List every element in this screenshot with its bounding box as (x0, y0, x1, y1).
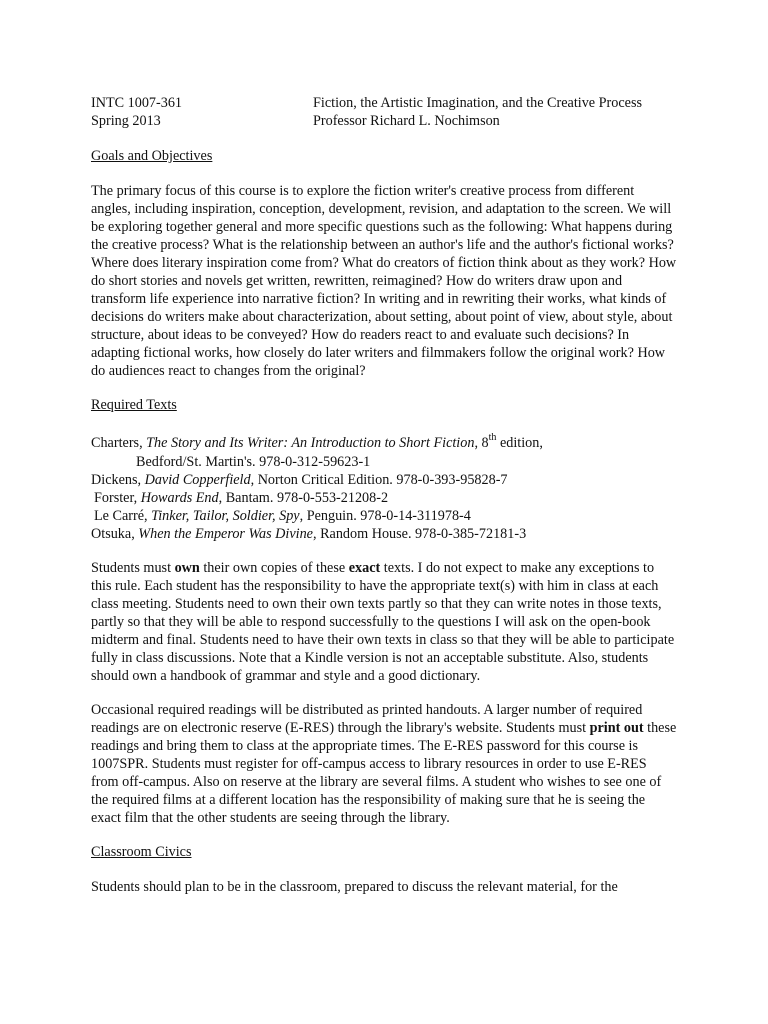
book-list (91, 434, 677, 543)
professor: Professor Richard L. Nochimson (313, 113, 500, 129)
book-item: Charters, The Story and Its Writer: An Introduction to Short Fiction, 8th edition, (91, 432, 543, 451)
civics-heading: Classroom Civics (91, 844, 192, 860)
civics-paragraph: Students should plan to be in the classroom, prepared to discuss the relevant material, for the (91, 879, 618, 895)
texts-heading: Required Texts (91, 397, 177, 413)
book-item: Le Carré, Tinker, Tailor, Soldier, Spy, Penguin. 978-0-14-311978-4 (94, 508, 471, 524)
book-item-continued: Bedford/St. Martin's. 978-0-312-59623-1 (136, 454, 371, 470)
goals-paragraph: The primary focus of this course is to explore the fiction writer's creative process from different angles, including inspiration, conception, development, revision, and adaptation to the screen. We will be exploring together general and more specific questions such as the following: What happens during the creative process? What is the relationship between an author's life and the author's fictional works? Where does literary inspiration come from? What do creators of fiction think about as they work? How do short stories and novels get written, rewritten, reimagined? How do writers draw upon and transform life experience into narrative fiction? In writing and in rewriting their works, what kinds of decisions do writers make about characterization, about setting, about point of view, about style, about structure, about ideas to be conveyed? How do readers react to and evaluate such decisions? In adapting fictional works, how closely do later writers and filmmakers follow the original work? How do audiences react to changes from the original? (91, 183, 677, 379)
goals-heading: Goals and Objectives (91, 148, 213, 164)
book-item: Otsuka, When the Emperor Was Divine, Random House. 978-0-385-72181-3 (91, 526, 527, 542)
book-title: When the Emperor Was Divine (138, 526, 313, 542)
book-title: The Story and Its Writer: An Introduction to Short Fiction (146, 435, 475, 451)
header-row-1 (91, 94, 677, 112)
course-code: INTC 1007-361 (91, 95, 183, 111)
own-texts-paragraph: Students must own their own copies of these exact texts. I do not expect to make any exceptions to this rule. Each student has the responsibility to have the appropriate text(s) with him in class at each class meeting. Students need to own their own texts partly so that they can write notes in those texts, partly so that they will be able to respond successfully to the questions I will ask on the open-book midterm and final. Students need to have their own texts in class so that they will be able to participate fully in class discussions. Note that a Kindle version is not an acceptable substitute. Also, students should own a handbook of grammar and style and a good dictionary. (91, 560, 675, 684)
term: Spring 2013 (91, 113, 161, 129)
syllabus-page (91, 94, 677, 896)
course-title: Fiction, the Artistic Imagination, and the Creative Process (313, 95, 642, 111)
book-item: Dickens, David Copperfield, Norton Critical Edition. 978-0-393-95828-7 (91, 472, 508, 488)
book-item: Forster, Howards End, Bantam. 978-0-553-21208-2 (94, 490, 389, 506)
book-title: Howards End (140, 490, 219, 506)
book-title: David Copperfield (144, 472, 251, 488)
ereserve-paragraph: Occasional required readings will be distributed as printed handouts. A larger number of required readings are on electronic reserve (E-RES) through the library's website. Students must print out these readings and bring them to class at the appropriate times. The E-RES password for this course is 1007SPR. Students must register for off-campus access to library resources in order to use E-RES from off-campus. Also on reserve at the library are several films. A student who wishes to see one of the required films at a different location has the responsibility of making sure that he is seeing the exact film that the other students are seeing through the library. (91, 702, 677, 826)
header-row-2 (91, 112, 677, 130)
book-title: Tinker, Tailor, Soldier, Spy (151, 508, 300, 524)
